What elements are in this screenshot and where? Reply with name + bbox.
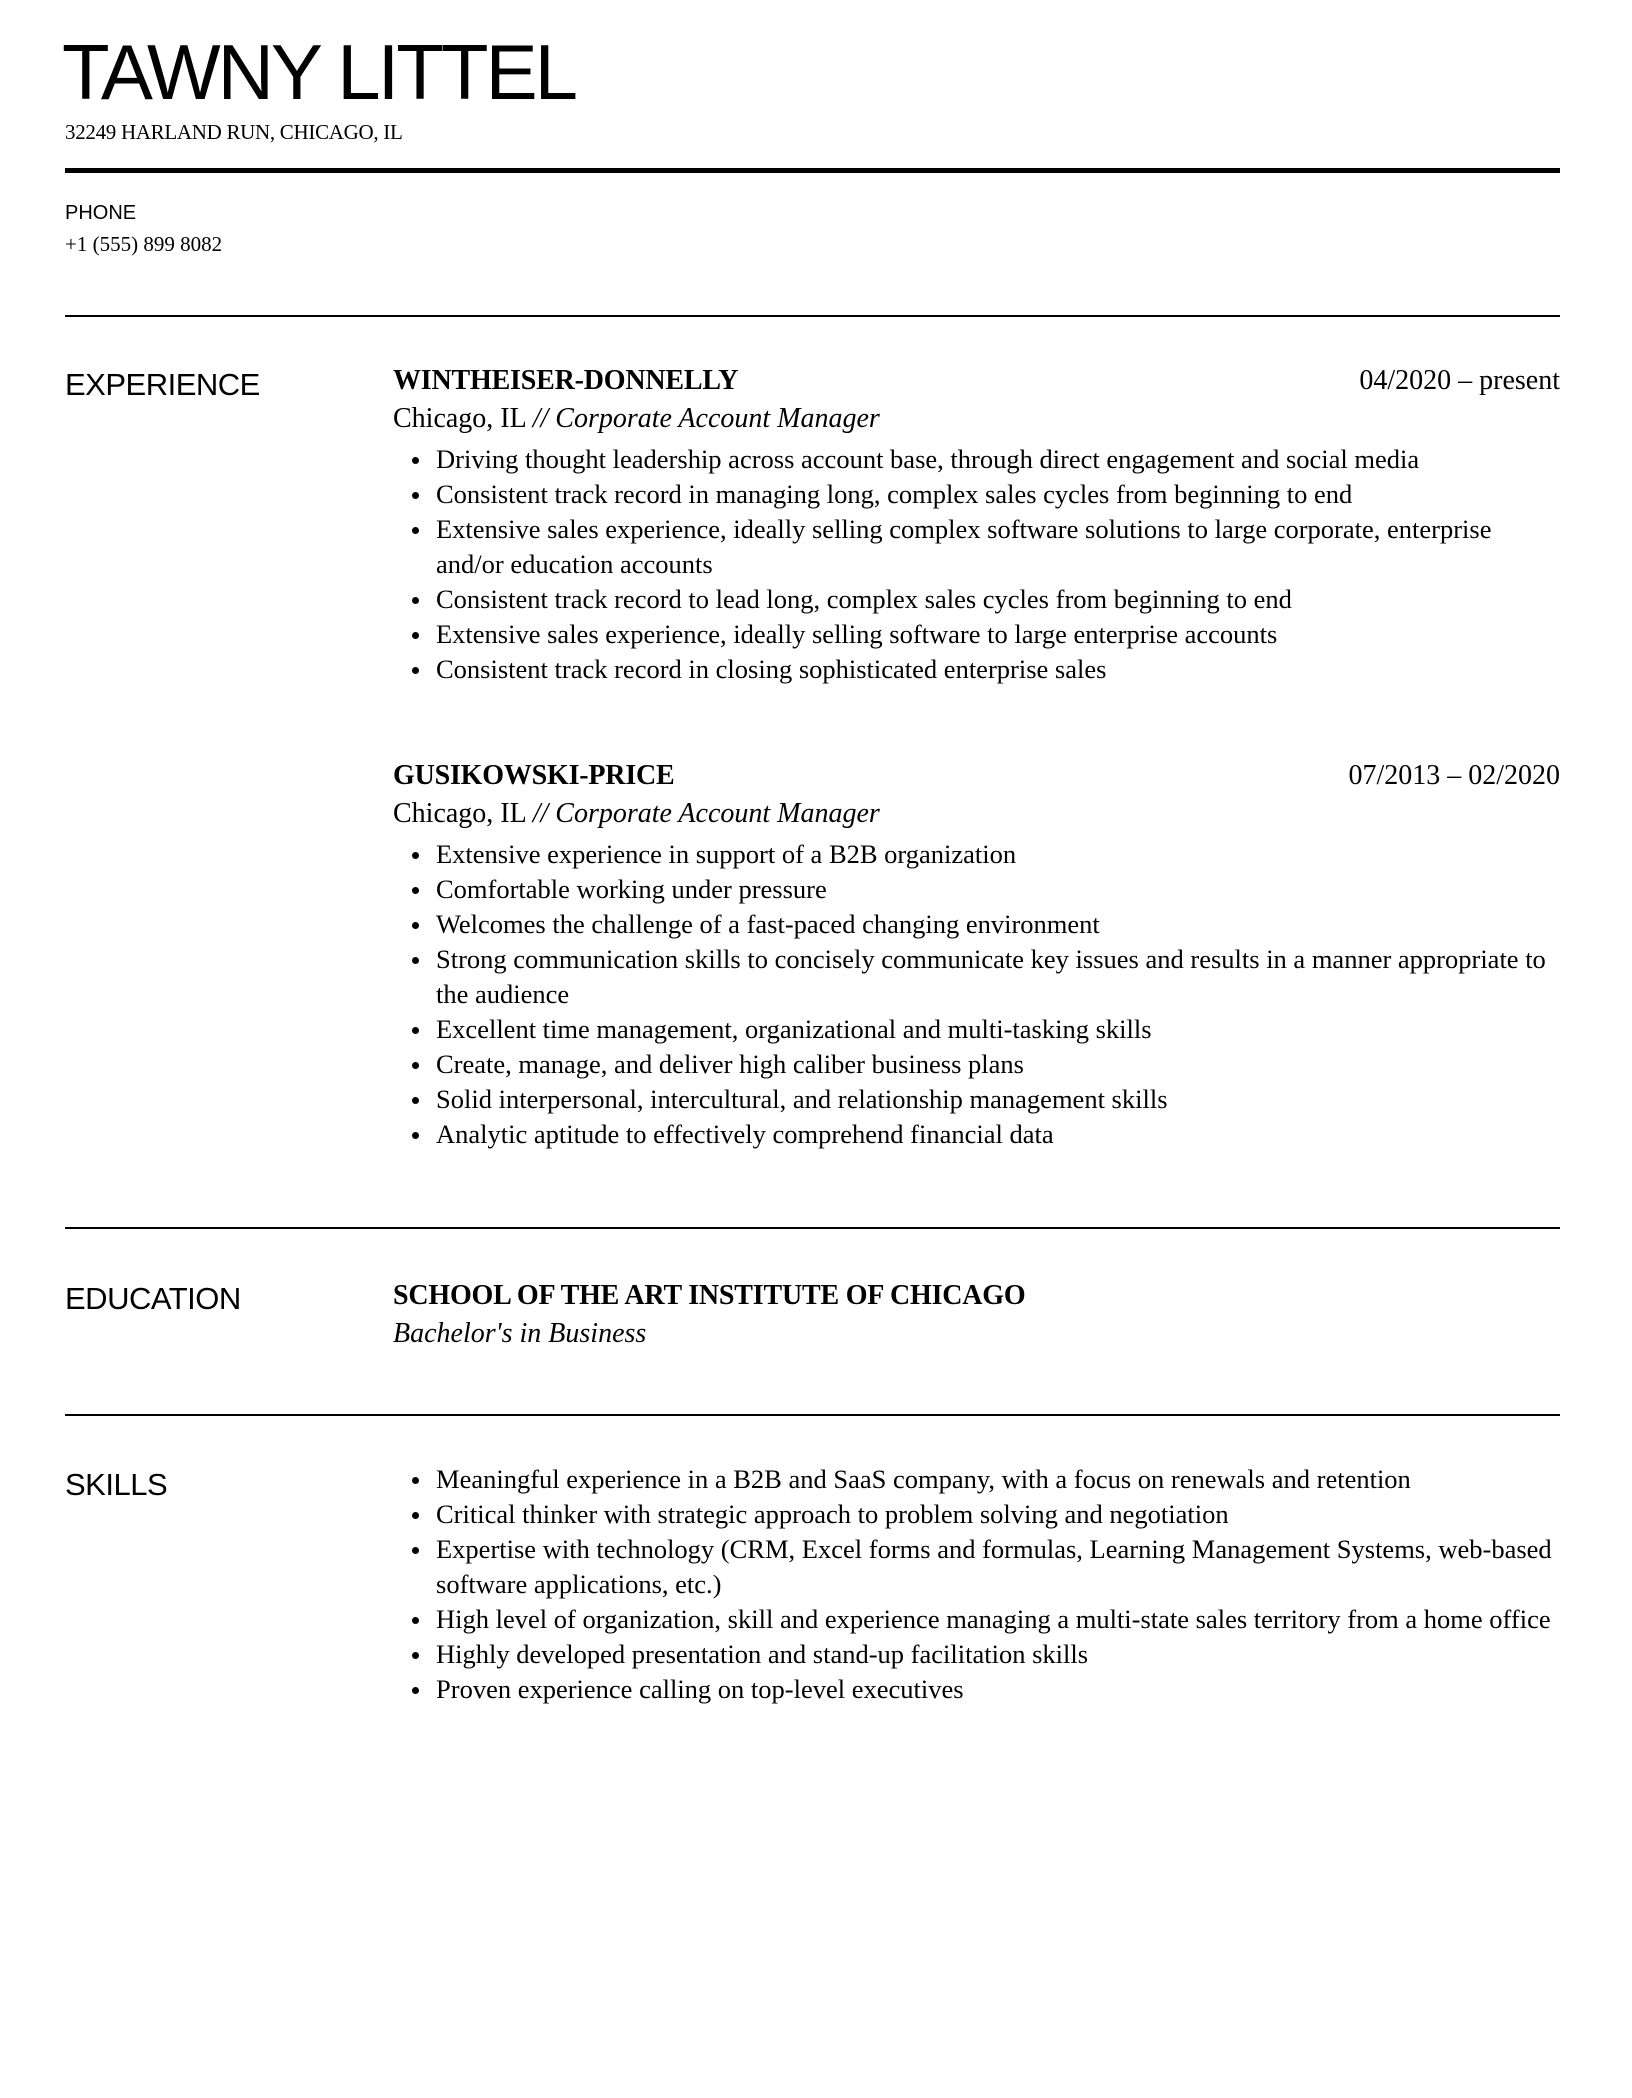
section-divider [65, 1414, 1560, 1416]
job-entry [393, 757, 1560, 1152]
list-item: Welcomes the challenge of a fast-paced changing environment [436, 907, 1560, 942]
company-name: GUSIKOWSKI-PRICE [393, 760, 675, 791]
skills-heading: SKILLS [65, 1467, 168, 1502]
degree: Bachelor's in Business [393, 1318, 647, 1349]
skills-list-wrapper [393, 1458, 1560, 1707]
job-bullets [393, 442, 1560, 687]
job-dates: 04/2020 – present [1359, 365, 1560, 396]
job-entry [393, 362, 1560, 687]
job-subtitle [393, 795, 1560, 833]
job-header [393, 362, 1560, 400]
phone-number: +1 (555) 899 8082 [65, 232, 223, 256]
education-header [393, 1277, 1560, 1315]
list-item: Driving thought leadership across account base, through direct engagement and social media [436, 442, 1560, 477]
header-divider [65, 168, 1560, 173]
list-item: Solid interpersonal, intercultural, and relationship management skills [436, 1082, 1560, 1117]
school-name: SCHOOL OF THE ART INSTITUTE OF CHICAGO [393, 1280, 1026, 1311]
education-heading: EDUCATION [65, 1281, 241, 1316]
job-header [393, 757, 1560, 795]
list-item: High level of organization, skill and experience managing a multi-state sales territory from a home office [436, 1602, 1560, 1637]
job-title: Corporate Account Manager [555, 403, 880, 434]
list-item: Create, manage, and deliver high caliber business plans [436, 1047, 1560, 1082]
job-title: Corporate Account Manager [555, 798, 880, 829]
list-item: Extensive sales experience, ideally selling complex software solutions to large corporate, enterprise and/or education accounts [436, 512, 1560, 582]
list-item: Strong communication skills to concisely communicate key issues and results in a manner appropriate to the audience [436, 942, 1560, 1012]
list-item: Consistent track record to lead long, complex sales cycles from beginning to end [436, 582, 1560, 617]
list-item: Extensive experience in support of a B2B organization [436, 837, 1560, 872]
list-item: Consistent track record in managing long, complex sales cycles from beginning to end [436, 477, 1560, 512]
experience-heading: EXPERIENCE [65, 367, 260, 402]
address: 32249 HARLAND RUN, CHICAGO, IL [65, 120, 403, 144]
section-divider [65, 1227, 1560, 1229]
job-location: Chicago, IL [393, 798, 526, 829]
list-item: Analytic aptitude to effectively comprehend financial data [436, 1117, 1560, 1152]
job-dates: 07/2013 – 02/2020 [1348, 760, 1560, 791]
list-item: Critical thinker with strategic approach to problem solving and negotiation [436, 1497, 1560, 1532]
company-name: WINTHEISER-DONNELLY [393, 365, 739, 396]
list-item: Proven experience calling on top-level executives [436, 1672, 1560, 1707]
list-item: Extensive sales experience, ideally selling software to large enterprise accounts [436, 617, 1560, 652]
separator: // [532, 403, 549, 434]
job-bullets [393, 837, 1560, 1152]
section-divider [65, 315, 1560, 317]
list-item: Highly developed presentation and stand-up facilitation skills [436, 1637, 1560, 1672]
skills-list [393, 1462, 1560, 1707]
list-item: Comfortable working under pressure [436, 872, 1560, 907]
job-location: Chicago, IL [393, 403, 526, 434]
separator: // [532, 798, 549, 829]
education-entry [393, 1277, 1560, 1353]
education-subtitle [393, 1315, 1560, 1353]
list-item: Excellent time management, organizational and multi-tasking skills [436, 1012, 1560, 1047]
list-item: Expertise with technology (CRM, Excel forms and formulas, Learning Management Systems, web-based software applications, etc.) [436, 1532, 1560, 1602]
list-item: Meaningful experience in a B2B and SaaS company, with a focus on renewals and retention [436, 1462, 1560, 1497]
candidate-name: TAWNY LITTEL [62, 28, 575, 116]
job-subtitle [393, 400, 1560, 438]
phone-label: PHONE [65, 202, 137, 224]
list-item: Consistent track record in closing sophisticated enterprise sales [436, 652, 1560, 687]
